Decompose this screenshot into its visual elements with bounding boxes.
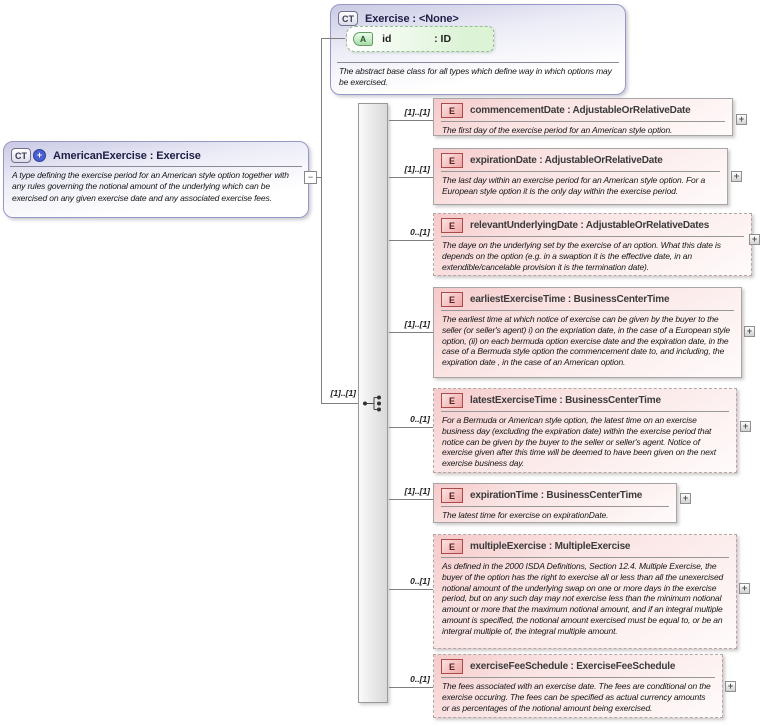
separator — [441, 121, 725, 122]
cardinality-label: [1]..[1] — [404, 319, 430, 329]
connector-line — [321, 38, 322, 404]
element-title: expirationDate : AdjustableOrRelativeDate — [470, 155, 663, 166]
element-box-expirationdate[interactable] — [433, 148, 728, 205]
expand-button[interactable]: + — [740, 421, 751, 432]
cardinality-label-sequence: [1]..[1] — [330, 388, 356, 398]
element-description: For a Bermuda or American style option, the latest time on an exercise business day (excluding the expiration date) within the exercise period that notice can be given by the buyer to the seller or seller's agent. Notice of exercise given after this time will be deemed to have been given on the next exercise business day. — [442, 415, 716, 469]
complextype-description: The abstract base class for all types which define way in which options may be exercised. — [339, 66, 612, 88]
element-icon: E — [441, 103, 463, 118]
element-title: relevantUnderlyingDate : AdjustableOrRelativeDates — [470, 220, 710, 231]
element-box-relevantunderlyingdate[interactable] — [433, 213, 752, 276]
separator — [441, 171, 720, 172]
connector-line — [389, 332, 433, 333]
complextype-description: A type defining the exercise period for an American style option together with any rules governing the notional amount of the underlying which can be exercised on any given exercise date and any associated exercise fees. — [12, 170, 289, 203]
element-title: commencementDate : AdjustableOrRelativeDate — [470, 105, 691, 116]
connector-line — [389, 687, 433, 688]
expand-button[interactable]: + — [731, 171, 742, 182]
connector-line — [389, 499, 433, 500]
expand-button[interactable]: + — [736, 114, 747, 125]
separator — [10, 166, 302, 167]
element-box-commencementdate[interactable] — [433, 98, 733, 136]
element-description: The daye on the underlying set by the exercise of an option. What this date is depends on the option (e.g. in a swaption it is the effective date, in an extendible/cancelable provision it is the termination date). — [442, 240, 721, 272]
collapse-toggle[interactable]: − — [304, 171, 317, 184]
element-box-expirationtime[interactable] — [433, 483, 677, 523]
cardinality-label: 0..[1] — [410, 674, 430, 684]
element-icon: E — [441, 153, 463, 168]
connector-line — [321, 403, 358, 404]
element-icon: E — [441, 393, 463, 408]
attribute-row-id[interactable] — [346, 26, 494, 52]
attribute-name: id — [382, 33, 392, 45]
separator — [441, 506, 669, 507]
expand-button[interactable]: + — [744, 326, 755, 337]
cardinality-label: 0..[1] — [410, 227, 430, 237]
element-icon: E — [441, 488, 463, 503]
expand-button[interactable]: + — [680, 493, 691, 504]
element-box-multipleexercise[interactable] — [433, 534, 737, 649]
connector-line — [389, 177, 433, 178]
element-header — [434, 389, 736, 408]
element-header — [434, 655, 722, 674]
element-description: The earliest time at which notice of exercise can be given by the buyer to the seller (or seller's agent) i) on the expriation date, in the case of a European style option, (ii) on each bermuda option exercise date and the expiration date, in the case of a Bermuda style option the commencement date to, and including, the expiration date , in the case of an American option. — [442, 314, 730, 368]
cardinality-label: [1]..[1] — [404, 164, 430, 174]
separator — [337, 62, 619, 63]
element-header — [434, 149, 727, 168]
element-title: earliestExerciseTime : BusinessCenterTime — [470, 294, 670, 305]
sequence-icon — [361, 394, 385, 413]
element-title: multipleExercise : MultipleExercise — [470, 541, 631, 552]
element-title: exerciseFeeSchedule : ExerciseFeeSchedule — [470, 661, 676, 672]
separator — [441, 677, 715, 678]
element-header — [434, 99, 732, 118]
attribute-type: : ID — [434, 33, 452, 45]
complextype-derived-icon: CT — [11, 148, 31, 163]
element-header — [434, 288, 741, 307]
separator — [441, 411, 729, 412]
element-description: The fees associated with an exercise date. The fees are conditional on the exercise occuring. The fees can be specified as actual currency amounts or as percentages of the notional amount being exercised. — [442, 681, 711, 713]
complextype-header — [11, 148, 201, 163]
element-description: The latest time for exercise on expirationDate. — [442, 510, 609, 520]
element-icon: E — [441, 539, 463, 554]
connector-line — [389, 589, 433, 590]
complextype-box-exercise[interactable] — [330, 4, 626, 95]
element-icon: E — [441, 292, 463, 307]
element-icon: E — [441, 218, 463, 233]
expand-button[interactable]: + — [725, 681, 736, 692]
element-box-earliestexercisetime[interactable] — [433, 287, 742, 378]
element-box-latestexercisetime[interactable] — [433, 388, 737, 473]
complextype-icon: CT — [338, 11, 358, 26]
separator — [441, 557, 729, 558]
connector-line — [321, 38, 345, 39]
element-description: As defined in the 2000 ISDA Definitions, Section 12.4. Multiple Exercise, the buyer of the option has the right to exercise all or less than all the unexercised notional amount of the underlying swap on one or more days in the exercise period, but on any such day may not exercise less than the minimum notional amount or more that the maximum notional amount, and if an integral multiple amount is specified, the notional amount exercised must be equal to, or be an intergral multiple of, the integral multiple amount. — [442, 561, 724, 636]
cardinality-label: [1]..[1] — [404, 486, 430, 496]
element-header — [434, 535, 736, 554]
expand-button[interactable]: + — [749, 234, 760, 245]
element-header — [434, 484, 676, 503]
attribute-icon: A — [353, 32, 373, 46]
element-icon: E — [441, 659, 463, 674]
complextype-title: AmericanExercise : Exercise — [53, 149, 201, 162]
complextype-header — [338, 11, 459, 26]
derived-plus-icon: + — [33, 149, 46, 162]
element-box-exercisefeeschedule[interactable] — [433, 654, 723, 718]
expand-button[interactable]: + — [739, 583, 750, 594]
complextype-box-americanexercise[interactable] — [3, 141, 309, 218]
cardinality-label: [1]..[1] — [404, 107, 430, 117]
separator — [441, 236, 744, 237]
element-description: The last day within an exercise period for an American style option. For a European style option it is the only day within the exercise period. — [442, 175, 706, 196]
connector-line — [389, 427, 433, 428]
connector-line — [389, 240, 433, 241]
element-header — [434, 214, 751, 233]
connector-line — [389, 120, 433, 121]
element-description: The first day of the exercise period for an American style option. — [442, 125, 673, 135]
complextype-title: Exercise : <None> — [365, 12, 459, 25]
cardinality-label: 0..[1] — [410, 414, 430, 424]
element-title: latestExerciseTime : BusinessCenterTime — [470, 395, 661, 406]
separator — [441, 310, 734, 311]
element-title: expirationTime : BusinessCenterTime — [470, 490, 643, 501]
cardinality-label: 0..[1] — [410, 576, 430, 586]
